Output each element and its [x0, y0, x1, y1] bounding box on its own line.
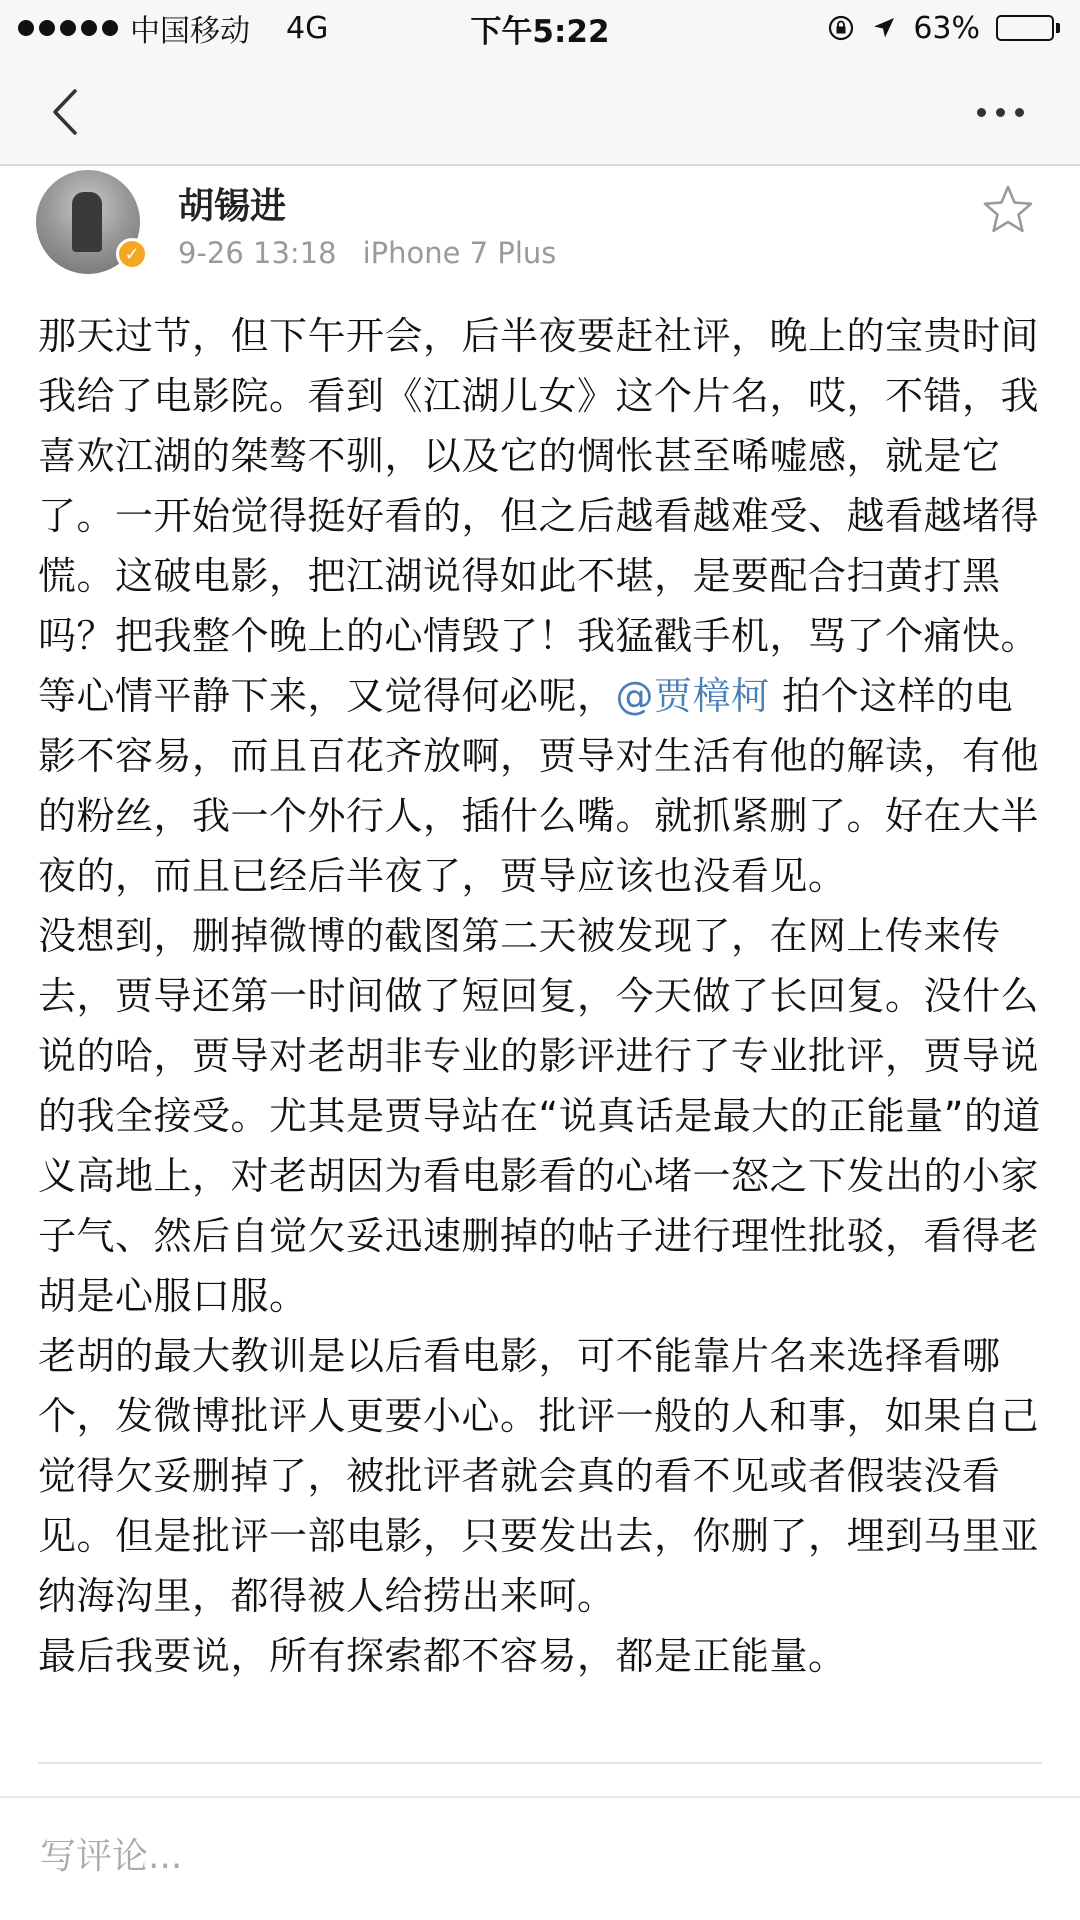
more-button[interactable]	[960, 84, 1040, 140]
mention-link[interactable]: @贾樟柯	[615, 674, 770, 718]
post-date: 9-26 13:18	[178, 236, 337, 270]
verified-badge-icon: ✓	[116, 238, 148, 270]
paragraph-text: 那天过节，但下午开会，后半夜要赶社评，晚上的宝贵时间我给了电影院。看到《江湖儿女》这个片名，哎，不错，我喜欢江湖的桀骜不驯，以及它的惆怅甚至唏嘘感，就是它了。一开始觉得挺好看的，但之后越看越难受、越看越堵得慌。这破电影，把江湖说得如此不堪，是要配合扫黄打黑吗？把我整个晚上的心情毁了！我猛戳手机，骂了个痛快。等心情平静下来，又觉得何必呢，	[38, 314, 1040, 718]
divider	[38, 1762, 1042, 1764]
carrier-name: 中国移动	[130, 14, 250, 49]
post-meta	[178, 236, 556, 270]
network-type: 4G	[286, 10, 329, 46]
post-header	[0, 166, 1080, 286]
battery-icon	[996, 15, 1060, 41]
rotation-lock-icon	[827, 14, 855, 42]
post-body	[38, 306, 1048, 1686]
nav-bar	[0, 56, 1080, 166]
status-time: 下午5:22	[470, 13, 610, 50]
post-device: iPhone 7 Plus	[362, 236, 557, 270]
paragraph-text: 拍个这样的电影不容易，而且百花齐放啊，贾导对生活有他的解读，有他的粉丝，我一个外行人，插什么嘴。就抓紧删了。好在大半夜的，而且已经后半夜了，贾导应该也没看见。	[38, 674, 1040, 898]
back-button[interactable]	[40, 84, 90, 140]
comment-input[interactable]	[38, 1820, 1042, 1892]
favorite-button[interactable]	[980, 182, 1036, 238]
star-outline-icon	[980, 182, 1036, 238]
status-bar	[0, 0, 1080, 56]
battery-percent: 63%	[913, 10, 980, 46]
post-paragraph-3: 老胡的最大教训是以后看电影，可不能靠片名来选择看哪个，发微博批评人更要小心。批评一般的人和事，如果自己觉得欠妥删掉了，被批评者就会真的看不见或者假装没看见。但是批评一部电影，只要发出去，你删了，埋到马里亚纳海沟里，都得被人给捞出来呵。	[38, 1334, 1040, 1618]
chevron-left-icon	[50, 87, 80, 137]
post-paragraph-2: 没想到，删掉微博的截图第二天被发现了，在网上传来传去，贾导还第一时间做了短回复，今天做了长回复。没什么说的哈，贾导对老胡非专业的影评进行了专业批评，贾导说的我全接受。尤其是贾导站在“说真话是最大的正能量”的道义高地上，对老胡因为看电影看的心堵一怒之下发出的小家子气、然后自觉欠妥迅速删掉的帖子进行理性批驳，看得老胡是心服口服。	[38, 914, 1041, 1318]
location-arrow-icon	[871, 15, 897, 41]
status-right	[827, 0, 1060, 56]
comment-bar	[0, 1796, 1080, 1920]
post-paragraph-1	[38, 306, 1048, 906]
author-name[interactable]: 胡锡进	[178, 186, 287, 227]
post-paragraph-4: 最后我要说，所有探索都不容易，都是正能量。	[38, 1634, 847, 1678]
more-horizontal-icon	[977, 108, 986, 117]
